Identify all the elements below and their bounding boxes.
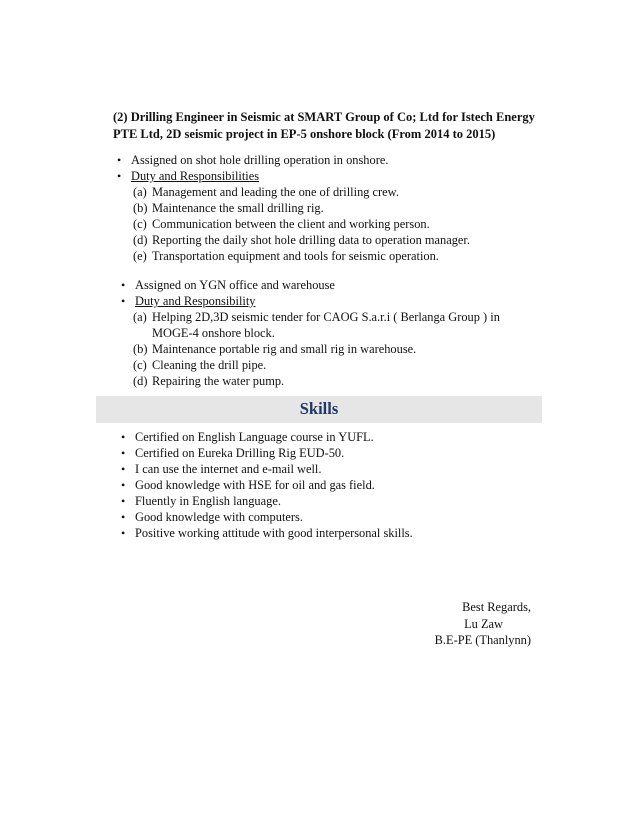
list-item: • Good knowledge with computers. (121, 510, 303, 524)
bullet-icon: • (121, 462, 126, 476)
skills-list (119, 429, 549, 541)
list-item: (a) Helping 2D,3D seismic tender for CAOG S.a.r.i ( Berlanga Group ) in MOGE-4 onshore block. (133, 310, 500, 340)
list-item: (b) Maintenance portable rig and small rig in warehouse. (133, 342, 417, 356)
list-item: • Positive working attitude with good interpersonal skills. (121, 526, 413, 540)
list-item: (b) Maintenance the small drilling rig. (133, 201, 324, 215)
duties-list-1 (133, 184, 543, 264)
bullet-icon: • (121, 278, 126, 292)
list-item: • Duty and Responsibilities (117, 169, 260, 183)
job-heading: (2) Drilling Engineer in Seismic at SMART Group of Co; Ltd for Istech Energy PTE Ltd, 2D seismic project in EP-5 onshore block (From 2014 to 2015) (113, 110, 535, 141)
list-item: • Certified on English Language course in YUFL. (121, 430, 374, 444)
job-section-2 (119, 277, 549, 309)
list-item: • Assigned on YGN office and warehouse (121, 278, 335, 292)
list-item: • I can use the internet and e-mail well. (121, 462, 322, 476)
skills-header-bar (96, 396, 542, 423)
duties-list-2 (133, 309, 543, 389)
bullet-icon: • (121, 526, 126, 540)
bullet-icon: • (121, 446, 126, 460)
list-item: (c) Communication between the client and working person. (133, 217, 430, 231)
bullet-icon: • (121, 430, 126, 444)
job-section-1 (115, 152, 545, 184)
bullet-icon: • (121, 510, 126, 524)
list-item: (c) Cleaning the drill pipe. (133, 358, 267, 372)
signer-name: Lu Zaw (464, 616, 503, 631)
signer-degree: B.E-PE (Thanlynn) (434, 633, 531, 647)
signature-block (400, 599, 531, 649)
bullet-icon: • (121, 494, 126, 508)
list-item: (e) Transportation equipment and tools for seismic operation. (133, 249, 439, 263)
list-item: • Fluently in English language. (121, 494, 281, 508)
list-item: • Certified on Eureka Drilling Rig EUD-50. (121, 446, 345, 460)
bullet-icon: • (121, 478, 126, 492)
list-item: (d) Reporting the daily shot hole drilling data to operation manager. (133, 233, 470, 247)
list-item: • Assigned on shot hole drilling operation in onshore. (117, 153, 389, 167)
bullet-icon: • (121, 294, 126, 308)
skills-title: Skills (299, 399, 339, 418)
closing-text: Best Regards, (462, 600, 531, 614)
list-item: • Good knowledge with HSE for oil and gas field. (121, 478, 375, 492)
bullet-icon: • (117, 153, 122, 167)
bullet-icon: • (117, 169, 122, 183)
list-item: (d) Repairing the water pump. (133, 374, 285, 388)
list-item: (a) Management and leading the one of drilling crew. (133, 185, 399, 199)
list-item: • Duty and Responsibility (121, 294, 256, 308)
